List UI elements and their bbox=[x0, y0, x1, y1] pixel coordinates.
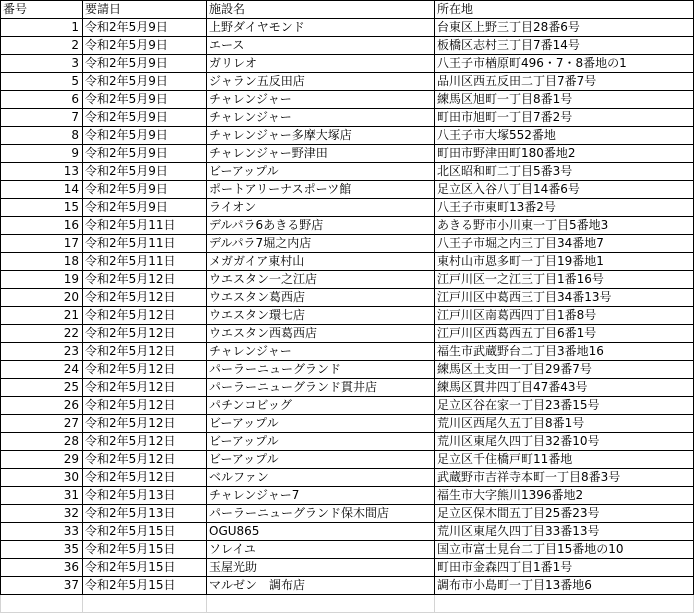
empty-cell[interactable] bbox=[1, 595, 83, 613]
cell-date[interactable]: 令和2年5月12日 bbox=[83, 289, 207, 307]
table-row bbox=[1, 469, 694, 487]
cell-address[interactable]: 江戸川区一之江三丁目1番16号 bbox=[435, 271, 694, 289]
cell-facility-name[interactable]: ライオン bbox=[207, 199, 435, 217]
cell-facility-name[interactable]: ビーアップル bbox=[207, 415, 435, 433]
table-row bbox=[1, 505, 694, 523]
cell-no[interactable]: 21 bbox=[1, 307, 83, 325]
cell-facility-name[interactable]: ウエスタン一之江店 bbox=[207, 271, 435, 289]
cell-date[interactable]: 令和2年5月12日 bbox=[83, 343, 207, 361]
cell-facility-name[interactable]: パーラーニューグランド bbox=[207, 361, 435, 379]
cell-date[interactable]: 令和2年5月12日 bbox=[83, 271, 207, 289]
cell-facility-name[interactable]: ジャラン五反田店 bbox=[207, 73, 435, 91]
cell-date[interactable]: 令和2年5月9日 bbox=[83, 91, 207, 109]
empty-row bbox=[1, 595, 694, 613]
empty-cell[interactable] bbox=[435, 595, 694, 613]
cell-no[interactable]: 15 bbox=[1, 199, 83, 217]
table-row bbox=[1, 235, 694, 253]
cell-address[interactable]: 足立区入谷八丁目14番6号 bbox=[435, 181, 694, 199]
cell-address[interactable]: 町田市野津田町180番地2 bbox=[435, 145, 694, 163]
cell-facility-name[interactable]: ガリレオ bbox=[207, 55, 435, 73]
cell-date[interactable]: 令和2年5月11日 bbox=[83, 217, 207, 235]
table-row bbox=[1, 487, 694, 505]
header-row bbox=[1, 1, 694, 19]
cell-facility-name[interactable]: チャレンジャー多摩大塚店 bbox=[207, 127, 435, 145]
cell-address[interactable]: 福生市武蔵野台二丁目3番地16 bbox=[435, 343, 694, 361]
cell-address[interactable]: 板橋区志村三丁目7番14号 bbox=[435, 37, 694, 55]
cell-no[interactable]: 31 bbox=[1, 487, 83, 505]
cell-no[interactable]: 1 bbox=[1, 19, 83, 37]
cell-facility-name[interactable]: ビーアップル bbox=[207, 451, 435, 469]
cell-facility-name[interactable]: ベルファン bbox=[207, 469, 435, 487]
cell-address[interactable]: 品川区西五反田二丁目7番7号 bbox=[435, 73, 694, 91]
table-row bbox=[1, 91, 694, 109]
cell-date[interactable]: 令和2年5月9日 bbox=[83, 181, 207, 199]
cell-facility-name[interactable]: チャレンジャー bbox=[207, 109, 435, 127]
cell-date[interactable]: 令和2年5月9日 bbox=[83, 145, 207, 163]
table-row bbox=[1, 289, 694, 307]
cell-facility-name[interactable]: パチンコビッグ bbox=[207, 397, 435, 415]
cell-no[interactable]: 25 bbox=[1, 379, 83, 397]
cell-address[interactable]: 八王子市堀之内三丁目34番地7 bbox=[435, 235, 694, 253]
cell-facility-name[interactable]: ビーアップル bbox=[207, 163, 435, 181]
cell-address[interactable]: 調布市小島町一丁目13番地6 bbox=[435, 577, 694, 595]
cell-no[interactable]: 7 bbox=[1, 109, 83, 127]
cell-facility-name[interactable]: ウエスタン環七店 bbox=[207, 307, 435, 325]
cell-no[interactable]: 20 bbox=[1, 289, 83, 307]
table-row bbox=[1, 451, 694, 469]
cell-facility-name[interactable]: チャレンジャー bbox=[207, 343, 435, 361]
cell-date[interactable]: 令和2年5月12日 bbox=[83, 397, 207, 415]
table-row bbox=[1, 73, 694, 91]
cell-no[interactable]: 33 bbox=[1, 523, 83, 541]
table-row bbox=[1, 361, 694, 379]
cell-date[interactable]: 令和2年5月11日 bbox=[83, 235, 207, 253]
cell-facility-name[interactable]: ウエスタン西葛西店 bbox=[207, 325, 435, 343]
cell-facility-name[interactable]: パーラーニューグランド貫井店 bbox=[207, 379, 435, 397]
cell-address[interactable]: 足立区谷在家一丁目23番15号 bbox=[435, 397, 694, 415]
cell-facility-name[interactable]: 上野ダイヤモンド bbox=[207, 19, 435, 37]
cell-date[interactable]: 令和2年5月13日 bbox=[83, 505, 207, 523]
cell-no[interactable]: 37 bbox=[1, 577, 83, 595]
cell-address[interactable]: 江戸川区中葛西三丁目34番13号 bbox=[435, 289, 694, 307]
cell-address[interactable]: 荒川区東尾久四丁目33番13号 bbox=[435, 523, 694, 541]
cell-date[interactable]: 令和2年5月9日 bbox=[83, 127, 207, 145]
cell-date[interactable]: 令和2年5月9日 bbox=[83, 55, 207, 73]
cell-date[interactable]: 令和2年5月12日 bbox=[83, 325, 207, 343]
table-row bbox=[1, 379, 694, 397]
cell-date[interactable]: 令和2年5月12日 bbox=[83, 469, 207, 487]
table-row bbox=[1, 433, 694, 451]
header-name[interactable]: 施設名 bbox=[207, 1, 435, 19]
cell-date[interactable]: 令和2年5月9日 bbox=[83, 19, 207, 37]
cell-facility-name[interactable]: チャレンジャー野津田 bbox=[207, 145, 435, 163]
cell-facility-name[interactable]: パーラーニューグランド保木間店 bbox=[207, 505, 435, 523]
table-body bbox=[1, 19, 694, 613]
header-date[interactable]: 要請日 bbox=[83, 1, 207, 19]
table-row bbox=[1, 19, 694, 37]
cell-no[interactable]: 24 bbox=[1, 361, 83, 379]
table-row bbox=[1, 217, 694, 235]
cell-date[interactable]: 令和2年5月12日 bbox=[83, 361, 207, 379]
table-row bbox=[1, 163, 694, 181]
cell-no[interactable]: 19 bbox=[1, 271, 83, 289]
cell-no[interactable]: 36 bbox=[1, 559, 83, 577]
cell-address[interactable]: 八王子市楢原町496・7・8番地の1 bbox=[435, 55, 694, 73]
cell-no[interactable]: 13 bbox=[1, 163, 83, 181]
cell-date[interactable]: 令和2年5月12日 bbox=[83, 415, 207, 433]
cell-facility-name[interactable]: チャレンジャー7 bbox=[207, 487, 435, 505]
cell-address[interactable]: 国立市富士見台二丁目15番地の10 bbox=[435, 541, 694, 559]
cell-date[interactable]: 令和2年5月15日 bbox=[83, 577, 207, 595]
cell-no[interactable]: 27 bbox=[1, 415, 83, 433]
table-row bbox=[1, 109, 694, 127]
table-row bbox=[1, 523, 694, 541]
header-address[interactable]: 所在地 bbox=[435, 1, 694, 19]
cell-date[interactable]: 令和2年5月9日 bbox=[83, 163, 207, 181]
cell-address[interactable]: 江戸川区西葛西五丁目6番1号 bbox=[435, 325, 694, 343]
cell-address[interactable]: 練馬区旭町一丁目8番1号 bbox=[435, 91, 694, 109]
cell-date[interactable]: 令和2年5月13日 bbox=[83, 487, 207, 505]
cell-date[interactable]: 令和2年5月9日 bbox=[83, 109, 207, 127]
cell-facility-name[interactable]: ポートアリーナスポーツ館 bbox=[207, 181, 435, 199]
cell-no[interactable]: 35 bbox=[1, 541, 83, 559]
table-row bbox=[1, 271, 694, 289]
table-row bbox=[1, 541, 694, 559]
cell-address[interactable]: 台東区上野三丁目28番6号 bbox=[435, 19, 694, 37]
table-row bbox=[1, 577, 694, 595]
cell-address[interactable]: 足立区千住橋戸町11番地 bbox=[435, 451, 694, 469]
cell-no[interactable]: 3 bbox=[1, 55, 83, 73]
cell-no[interactable]: 2 bbox=[1, 37, 83, 55]
cell-date[interactable]: 令和2年5月12日 bbox=[83, 433, 207, 451]
cell-date[interactable]: 令和2年5月9日 bbox=[83, 37, 207, 55]
cell-no[interactable]: 23 bbox=[1, 343, 83, 361]
table-row bbox=[1, 415, 694, 433]
table-row bbox=[1, 37, 694, 55]
cell-address[interactable]: 武蔵野市吉祥寺本町一丁目8番3号 bbox=[435, 469, 694, 487]
cell-address[interactable]: 福生市大字熊川1396番地2 bbox=[435, 487, 694, 505]
table-row bbox=[1, 145, 694, 163]
cell-facility-name[interactable]: ウエスタン葛西店 bbox=[207, 289, 435, 307]
cell-no[interactable]: 8 bbox=[1, 127, 83, 145]
table-row bbox=[1, 559, 694, 577]
cell-address[interactable]: 荒川区西尾久五丁目8番1号 bbox=[435, 415, 694, 433]
cell-facility-name[interactable]: デルパラ6あきる野店 bbox=[207, 217, 435, 235]
cell-facility-name[interactable]: デルパラ7堀之内店 bbox=[207, 235, 435, 253]
cell-address[interactable]: 江戸川区南葛西四丁目1番8号 bbox=[435, 307, 694, 325]
cell-date[interactable]: 令和2年5月15日 bbox=[83, 559, 207, 577]
table-row bbox=[1, 343, 694, 361]
empty-cell[interactable] bbox=[207, 595, 435, 613]
cell-date[interactable]: 令和2年5月9日 bbox=[83, 199, 207, 217]
table-row bbox=[1, 325, 694, 343]
cell-address[interactable]: 八王子市大塚552番地 bbox=[435, 127, 694, 145]
table-row bbox=[1, 199, 694, 217]
cell-date[interactable]: 令和2年5月12日 bbox=[83, 379, 207, 397]
cell-no[interactable]: 29 bbox=[1, 451, 83, 469]
cell-no[interactable]: 30 bbox=[1, 469, 83, 487]
cell-address[interactable]: 荒川区東尾久四丁目32番10号 bbox=[435, 433, 694, 451]
cell-facility-name[interactable]: 玉屋光助 bbox=[207, 559, 435, 577]
cell-no[interactable]: 22 bbox=[1, 325, 83, 343]
cell-address[interactable]: 町田市金森四丁目1番1号 bbox=[435, 559, 694, 577]
cell-no[interactable]: 5 bbox=[1, 73, 83, 91]
cell-date[interactable]: 令和2年5月12日 bbox=[83, 307, 207, 325]
cell-address[interactable]: あきる野市小川東一丁目5番地3 bbox=[435, 217, 694, 235]
cell-facility-name[interactable]: チャレンジャー bbox=[207, 91, 435, 109]
cell-address[interactable]: 北区昭和町二丁目5番3号 bbox=[435, 163, 694, 181]
table-row bbox=[1, 253, 694, 271]
cell-facility-name[interactable]: ソレイユ bbox=[207, 541, 435, 559]
table-row bbox=[1, 307, 694, 325]
cell-date[interactable]: 令和2年5月9日 bbox=[83, 73, 207, 91]
cell-address[interactable]: 八王子市東町13番2号 bbox=[435, 199, 694, 217]
cell-date[interactable]: 令和2年5月11日 bbox=[83, 253, 207, 271]
table-row bbox=[1, 181, 694, 199]
cell-date[interactable]: 令和2年5月12日 bbox=[83, 451, 207, 469]
empty-cell[interactable] bbox=[83, 595, 207, 613]
table-row bbox=[1, 397, 694, 415]
cell-address[interactable]: 練馬区土支田一丁目29番7号 bbox=[435, 361, 694, 379]
cell-no[interactable]: 9 bbox=[1, 145, 83, 163]
cell-facility-name[interactable]: マルゼン 調布店 bbox=[207, 577, 435, 595]
cell-facility-name[interactable]: ビーアップル bbox=[207, 433, 435, 451]
cell-no[interactable]: 6 bbox=[1, 91, 83, 109]
header-no[interactable]: 番号 bbox=[1, 1, 83, 19]
table-row bbox=[1, 55, 694, 73]
cell-address[interactable]: 練馬区貫井四丁目47番43号 bbox=[435, 379, 694, 397]
cell-date[interactable]: 令和2年5月15日 bbox=[83, 523, 207, 541]
cell-no[interactable]: 16 bbox=[1, 217, 83, 235]
cell-no[interactable]: 14 bbox=[1, 181, 83, 199]
cell-facility-name[interactable]: エース bbox=[207, 37, 435, 55]
cell-no[interactable]: 28 bbox=[1, 433, 83, 451]
table-row bbox=[1, 127, 694, 145]
cell-no[interactable]: 26 bbox=[1, 397, 83, 415]
cell-facility-name[interactable]: メガガイア東村山 bbox=[207, 253, 435, 271]
cell-facility-name[interactable]: OGU865 bbox=[207, 523, 435, 541]
cell-address[interactable]: 東村山市恩多町一丁目19番地1 bbox=[435, 253, 694, 271]
cell-no[interactable]: 18 bbox=[1, 253, 83, 271]
cell-no[interactable]: 17 bbox=[1, 235, 83, 253]
cell-address[interactable]: 町田市旭町一丁目7番2号 bbox=[435, 109, 694, 127]
cell-address[interactable]: 足立区保木間五丁目25番23号 bbox=[435, 505, 694, 523]
cell-no[interactable]: 32 bbox=[1, 505, 83, 523]
cell-date[interactable]: 令和2年5月15日 bbox=[83, 541, 207, 559]
